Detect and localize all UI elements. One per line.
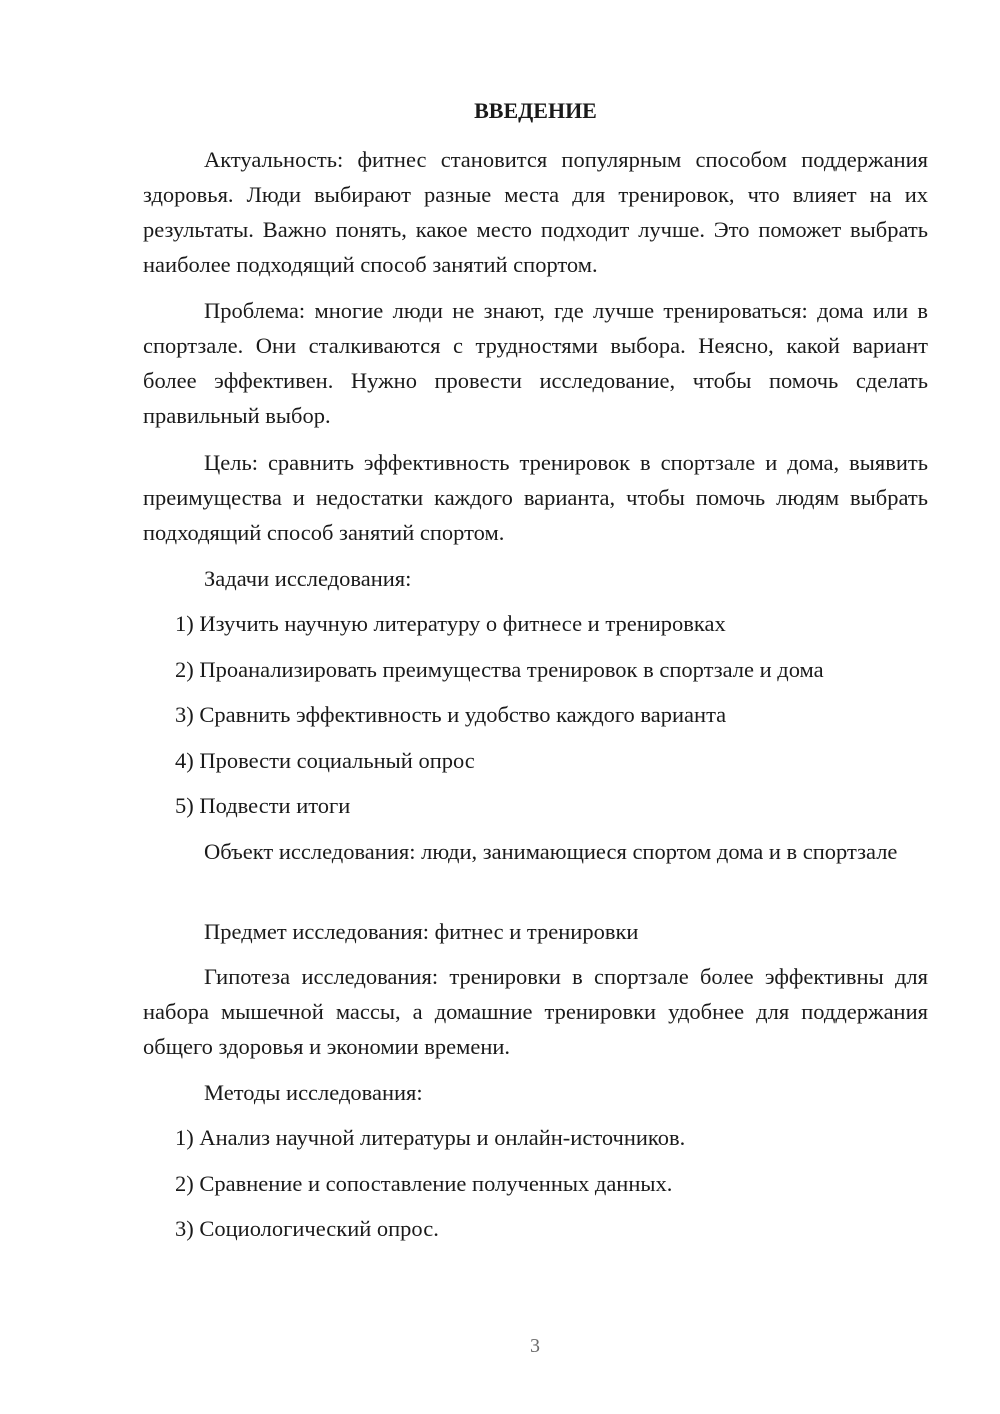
object-paragraph: Объект исследования: люди, занимающиеся спортом дома и в спортзале [204, 839, 898, 864]
goal-paragraph: Цель: сравнить эффективность тренировок в спортзале и дома, выявить преимущества и недостатки каждого варианта, чтобы помочь людям выбрать подходящий способ занятий спортом. [143, 450, 928, 545]
method-item-3: 3) Социологический опрос. [175, 1216, 439, 1241]
relevance-paragraph: Актуальность: фитнес становится популярным способом поддержания здоровья. Люди выбирают разные места для тренировок, что влияет на их результаты. Важно понять, какое место подходит лучше. Это поможет выбрать наиболее подходящий способ занятий спортом. [143, 147, 928, 277]
method-item-1: 1) Анализ научной литературы и онлайн-источников. [175, 1125, 686, 1150]
task-item-2: 2) Проанализировать преимущества тренировок в спортзале и дома [175, 657, 824, 682]
problem-paragraph: Проблема: многие люди не знают, где лучше тренироваться: дома или в спортзале. Они сталкиваются с трудностями выбора. Неясно, какой вариант более эффективен. Нужно провести исследование, чтобы помочь сделать правильный выбор. [143, 298, 928, 428]
hypothesis-paragraph: Гипотеза исследования: тренировки в спортзале более эффективны для набора мышечной массы, а домашние тренировки удобнее для поддержания общего здоровья и экономии времени. [143, 964, 928, 1059]
task-item-3: 3) Сравнить эффективность и удобство каждого варианта [175, 702, 727, 727]
page-number: 3 [530, 1335, 540, 1357]
task-item-1: 1) Изучить научную литературу о фитнесе и тренировках [175, 611, 726, 636]
task-item-4: 4) Провести социальный опрос [175, 748, 475, 773]
tasks-title: Задачи исследования: [204, 566, 412, 591]
task-item-5: 5) Подвести итоги [175, 793, 351, 818]
methods-title: Методы исследования: [204, 1080, 423, 1105]
subject-paragraph: Предмет исследования: фитнес и тренировки [204, 919, 639, 944]
section-heading: ВВЕДЕНИЕ [474, 98, 597, 123]
method-item-2: 2) Сравнение и сопоставление полученных данных. [175, 1171, 673, 1196]
